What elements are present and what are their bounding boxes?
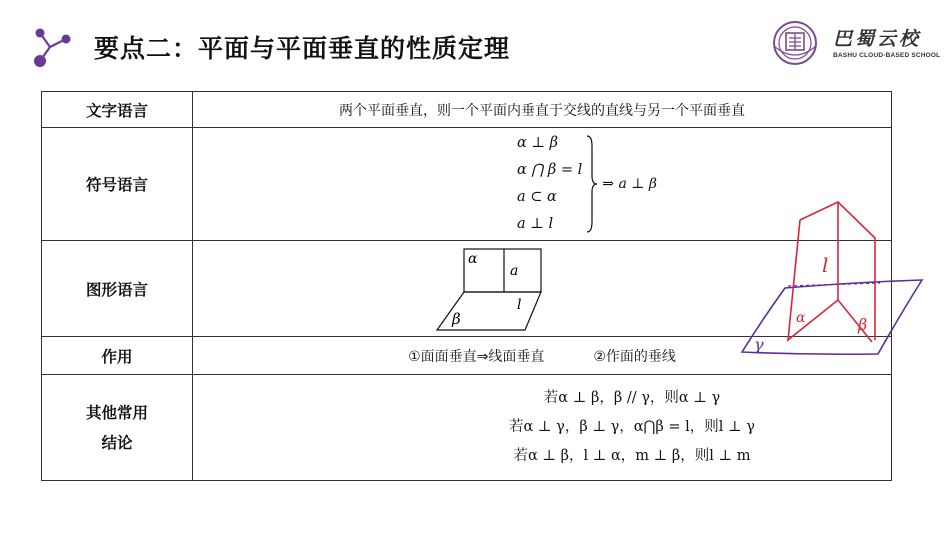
plane-gamma-stroke — [742, 280, 922, 354]
condition-item: a ⊂ α — [517, 189, 557, 205]
annot-label-gamma: γ — [754, 335, 764, 354]
annot-label-alpha: α — [796, 310, 806, 326]
school-seal-icon — [765, 20, 825, 66]
bullet-molecule-icon — [30, 27, 74, 67]
figure-label-alpha: α — [468, 250, 478, 267]
perpendicular-planes-figure — [432, 244, 562, 334]
annot-label-l: l — [822, 253, 829, 277]
row-label: 图形语言 — [42, 241, 193, 337]
row-label: 作用 — [42, 337, 193, 375]
right-brace-icon — [586, 134, 598, 234]
text-language-content: 两个平面垂直，则一个平面内垂直于交线的直线与另一个平面垂直 — [193, 92, 892, 128]
usage-item: ②作面的垂线 — [593, 348, 676, 365]
annot-label-beta: β — [858, 315, 868, 334]
symbol-conclusion: ⇒ a ⊥ β — [602, 176, 657, 192]
logo-english-name: BASHU CLOUD-BASED SCHOOL — [833, 51, 941, 59]
table-row-text-language — [42, 92, 892, 128]
logo-chinese-name: 巴蜀云校 — [833, 27, 922, 50]
condition-item: α ⊥ β — [517, 135, 559, 151]
figure-label-beta: β — [452, 309, 461, 328]
condition-item: α ⋂ β = l — [517, 162, 583, 178]
row-label-line: 结论 — [101, 433, 133, 452]
condition-item: a ⊥ l — [517, 216, 554, 232]
row-label: 符号语言 — [42, 128, 193, 241]
page-title: 要点二：平面与平面垂直的性质定理 — [94, 34, 511, 63]
school-logo — [765, 20, 940, 66]
conclusion-item: 若α ⊥ β，l ⊥ α，m ⊥ β，则l ⊥ m — [513, 448, 751, 464]
table-row-other-conclusions — [42, 375, 892, 481]
condition-list — [517, 130, 582, 238]
row-label — [42, 375, 193, 481]
other-conclusions-content — [193, 375, 892, 481]
usage-item: ①面面垂直⇒线面垂直 — [408, 348, 545, 365]
conclusion-item: 若α ⊥ γ，β ⊥ γ，α⋂β = l，则l ⊥ γ — [509, 419, 755, 435]
page-header — [30, 22, 510, 72]
handwritten-annotation — [740, 190, 925, 370]
figure-label-a: a — [510, 262, 519, 279]
row-label: 文字语言 — [42, 92, 193, 128]
row-label-line: 其他常用 — [85, 403, 148, 422]
figure-label-l: l — [517, 296, 522, 313]
conclusion-item: 若α ⊥ β，β // γ，则α ⊥ γ — [543, 390, 721, 406]
